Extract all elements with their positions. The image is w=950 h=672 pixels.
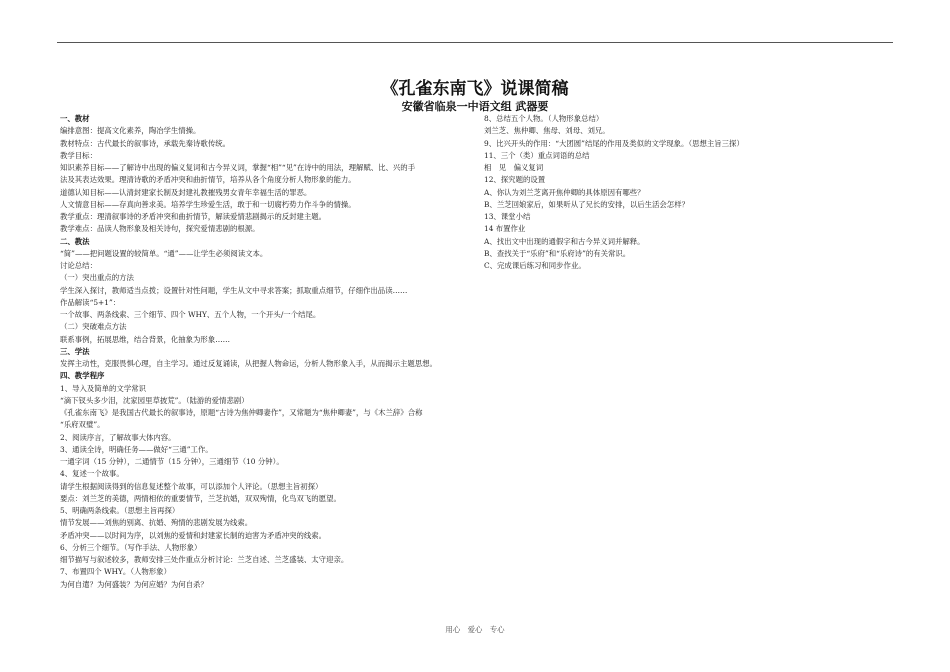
text-line: 学生深入探讨，教师适当点拨；设置针对性问题，学生从文中寻求答案；抓取重点细节，仔细作出品读…… [60, 285, 408, 295]
text-line: 一个故事、两条线索、三个细节、四个 WHY、五个人物，一个开头/一个结尾。 [60, 310, 321, 319]
text-line: 请学生根据阅读得到的信息复述整个故事，可以添加个人评论。（思想主旨初探） [60, 481, 323, 491]
text-line: 1、导入及简单的文学常识 [60, 383, 147, 393]
text-line: B、查找关于“乐府”和“乐府诗”的有关常识。 [484, 248, 631, 258]
text-line: A、你认为刘兰芝离开焦仲卿的具体原因有哪些？ [484, 187, 645, 197]
text-line: 11、三个（类）重点词语的总结 [484, 150, 590, 160]
text-line: （二）突破难点方法 [60, 322, 127, 332]
text-line: 人文情意目标——存真向善求美。培养学生珍爱生活，敢于和一切腐朽势力作斗争的情操。 [60, 199, 356, 209]
section-heading: 一、教材 [60, 114, 90, 123]
text-line: 相 见 偏义复词 [484, 163, 544, 172]
text-line: （一）突出重点的方法 [60, 273, 134, 283]
text-line: 要点：刘兰芝的美德，两情相依的重要情节，兰芝抗婚，双双殉情，化鸟双飞的愿望。 [60, 493, 341, 503]
text-line: 3、通读全诗，明确任务——做好“三通”工作。 [60, 444, 213, 454]
text-line: 6、分析三个细节。（写作手法、人物形象） [60, 542, 202, 552]
text-line: C、完成课后练习和同步作业。 [484, 261, 586, 270]
text-line: 道德认知目标——认清封建家长制及封建礼教摧残男女青年幸福生活的罪恶。 [60, 187, 312, 197]
text-line: “滴下钗头多少泪，沈家园里草披荒”。（陆游的爱情悲剧） [60, 395, 249, 405]
right-column [484, 113, 884, 272]
text-line: 为何自遣？为何盛装？为何应婚？为何自杀？ [60, 579, 208, 589]
top-divider [57, 42, 893, 43]
text-line: “简”——把问题设置的较简单。“通”——让学生必须阅读文本。 [60, 248, 268, 258]
page-footer: 用心 爱心 专心 [445, 625, 505, 634]
text-line: 教学重点：理清叙事诗的矛盾冲突和曲折情节，解读爱情悲剧揭示的反封建主题。 [60, 212, 327, 221]
text-line: 情节发展——刘焦的别离、抗婚、殉情的悲剧发展为线索。 [60, 518, 253, 528]
text-line: 4、复述一个故事。 [60, 469, 124, 479]
section-heading: 二、教法 [60, 236, 90, 246]
text-line: “乐府双璧”。 [60, 420, 105, 430]
text-line: 2、阅读序言，了解故事大体内容。 [60, 432, 176, 442]
text-line: 8、总结五个人物。（人物形象总结） [484, 114, 604, 123]
text-line: 法及其表达效果。理清诗歌的矛盾冲突和曲折情节，培养从各个角度分析人物形象的能力。 [60, 175, 356, 185]
text-line: 教材特点：古代最长的叙事诗，承载先秦诗歌传统。 [60, 138, 230, 148]
text-line: B、兰芝回娘家后，如果听从了兄长的安排，以后生活会怎样？ [484, 199, 689, 209]
section-heading: 四、教学程序 [60, 371, 105, 381]
section-heading: 三、学法 [60, 346, 90, 356]
text-line: 细节描写与叙述较多，教师安排三处作重点分析讨论：兰芝自述、兰芝盛装、太守迎亲。 [60, 555, 349, 564]
text-line: 讨论总结： [60, 261, 97, 270]
text-line: 5、明确两条线索。（思想主旨再探） [60, 506, 180, 515]
text-line: 联系事例，拓展思维，结合背景，化抽象为形象…… [60, 334, 230, 344]
text-line: 教学难点：品读人物形象及相关诗句，探究爱情悲剧的根源。 [60, 224, 260, 234]
text-line: 发挥主动性，克服畏惧心理，自主学习。通过反复诵读，从把握人物命运，分析人物形象入手，从而揭示主题思想。 [60, 359, 437, 368]
text-line: 13、课堂小结 [484, 212, 531, 221]
left-column [60, 113, 475, 591]
text-line: 9、比兴开头的作用：“大团圆”结尾的作用及类似的文学现象。（思想主旨三探） [484, 138, 744, 148]
document-subtitle: 安徽省临泉一中语文组 武器要 [401, 100, 549, 113]
text-line: 矛盾冲突——以时间为序，以刘焦的爱情和封建家长制的迫害为矛盾冲突的线索。 [60, 530, 327, 540]
text-line: 12、探究题的设置 [484, 175, 546, 185]
text-line: 《孔雀东南飞》是我国古代最长的叙事诗，原题“古诗为焦仲卿妻作”，又常题为“焦仲卿妻”，与《木兰辞》合称 [60, 408, 423, 417]
text-line: 14 布置作业 [484, 224, 526, 234]
text-line: 教学目标： [60, 150, 97, 160]
text-line: 一通字词（15 分钟），二通情节（15 分钟），三通细节（10 分钟）。 [60, 457, 284, 466]
text-line: 刘兰芝、焦仲卿、焦母、刘母、刘兄。 [484, 126, 610, 136]
text-line: 作品解读“5+1”： [60, 297, 121, 307]
text-line: 7、布置四个 WHY。（人物形象） [60, 567, 171, 577]
text-line: A、找出文中出现的通假字和古今异义词并解释。 [484, 236, 645, 246]
document-title: 《孔雀东南飞》说课简稿 [381, 79, 569, 99]
text-line: 知识素养目标——了解诗中出现的偏义复词和古今异义词，掌握“相”“见”在诗中的用法，理解赋、比、兴的手 [60, 163, 416, 172]
text-line: 编排意图：提高文化素养，陶冶学生情操。 [60, 126, 201, 136]
